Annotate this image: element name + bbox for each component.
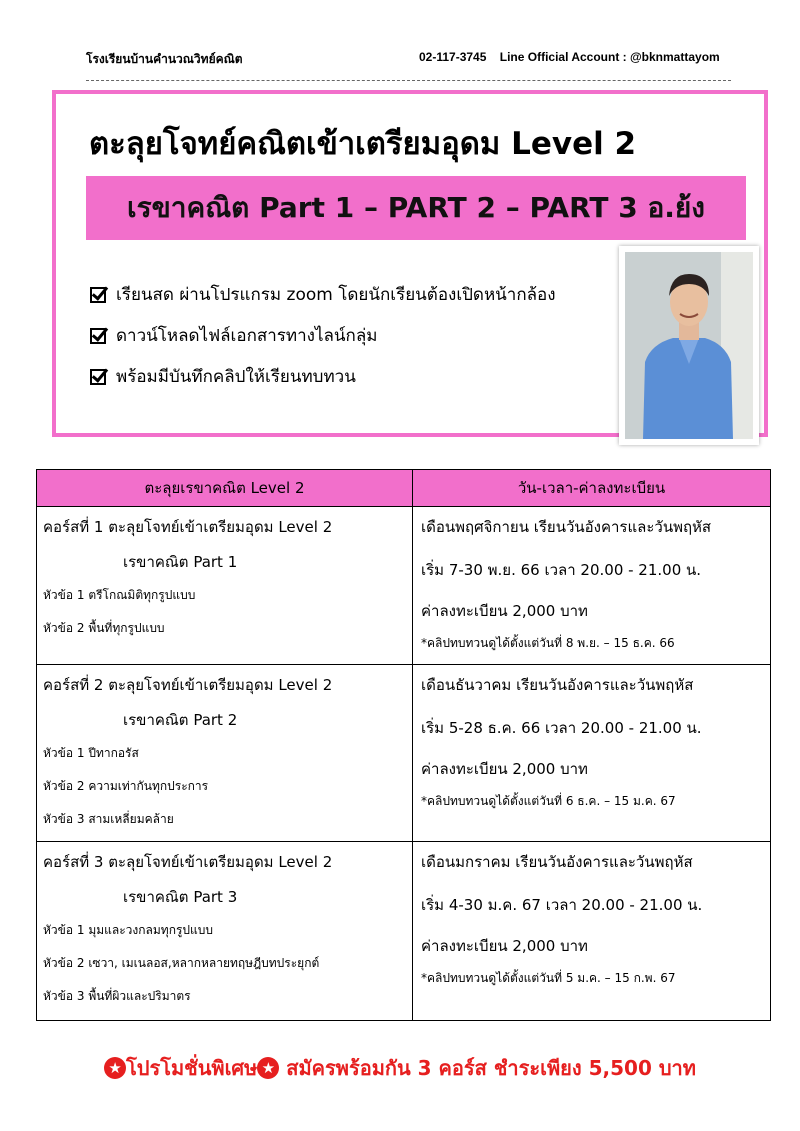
column-header-course: ตะลุยเรขาคณิต Level 2 xyxy=(37,470,413,507)
header-divider xyxy=(86,80,731,81)
phone-number: 02-117-3745 xyxy=(419,50,487,64)
feature-text: พร้อมมีบันทึกคลิปให้เรียนทบทวน xyxy=(116,367,356,387)
checkbox-checked-icon xyxy=(90,328,106,344)
course-topic: หัวข้อ 2 เซวา, เมเนลอส,หลากหลายทฤษฎีบทประยุกต์ xyxy=(43,956,320,970)
course-part: เรขาคณิต Part 2 xyxy=(123,711,238,729)
course-topic: หัวข้อ 2 ความเท่ากันทุกประการ xyxy=(43,779,209,793)
feature-item xyxy=(90,274,556,315)
course-part: เรขาคณิต Part 1 xyxy=(123,553,238,571)
contact-info xyxy=(419,50,730,64)
course-topic: หัวข้อ 2 พื้นที่ทุกรูปแบบ xyxy=(43,621,165,635)
feature-item xyxy=(90,315,556,356)
course-topic: หัวข้อ 3 พื้นที่ผิวและปริมาตร xyxy=(43,989,191,1003)
promotion-label: โปรโมชั่นพิเศษ xyxy=(126,1056,258,1080)
registration-fee: ค่าลงทะเบียน 2,000 บาท xyxy=(421,760,588,778)
course-cell xyxy=(37,842,413,1021)
course-part: เรขาคณิต Part 3 xyxy=(123,888,238,906)
star-icon: ★ xyxy=(257,1057,279,1079)
column-header-schedule: วัน-เวลา-ค่าลงทะเบียน xyxy=(413,470,771,507)
table-row xyxy=(37,665,771,842)
schedule-month: เดือนธันวาคม เรียนวันอังคารและวันพฤหัส xyxy=(421,676,694,694)
checkbox-checked-icon xyxy=(90,287,106,303)
schedule-cell xyxy=(413,665,771,842)
promotion-banner xyxy=(0,1052,800,1084)
course-title: คอร์สที่ 1 ตะลุยโจทย์เข้าเตรียมอุดม Level 2 xyxy=(43,518,333,536)
course-topic: หัวข้อ 3 สามเหลี่ยมคล้าย xyxy=(43,812,174,826)
feature-text: ดาวน์โหลดไฟล์เอกสารทางไลน์กลุ่ม xyxy=(116,326,378,346)
course-cell xyxy=(37,665,413,842)
hero-title: ตะลุยโจทย์คณิตเข้าเตรียมอุดม Level 2 xyxy=(89,126,637,162)
schedule-month: เดือนพฤศจิกายน เรียนวันอังคารและวันพฤหัส xyxy=(421,518,712,536)
registration-fee: ค่าลงทะเบียน 2,000 บาท xyxy=(421,602,588,620)
line-account: Line Official Account : @bknmattayom xyxy=(499,50,720,64)
hero-subtitle: เรขาคณิต Part 1 – PART 2 – PART 3 อ.ย้ง xyxy=(86,176,746,240)
schedule-month: เดือนมกราคม เรียนวันอังคารและวันพฤหัส xyxy=(421,853,693,871)
teacher-photo xyxy=(619,246,759,445)
course-topic: หัวข้อ 1 มุมและวงกลมทุกรูปแบบ xyxy=(43,923,214,937)
promotion-text: สมัครพร้อมกัน 3 คอร์ส ชำระเพียง 5,500 บาท xyxy=(286,1056,696,1080)
course-topic: หัวข้อ 1 ปีทาก​อรัส xyxy=(43,746,139,760)
course-title: คอร์สที่ 2 ตะลุยโจทย์เข้าเตรียมอุดม Level 2 xyxy=(43,676,333,694)
course-cell xyxy=(37,507,413,665)
course-title: คอร์สที่ 3 ตะลุยโจทย์เข้าเตรียมอุดม Level 2 xyxy=(43,853,333,871)
schedule-cell xyxy=(413,507,771,665)
clip-note: *คลิปทบทวนดูได้ตั้งแต่วันที่ 8 พ.ย. – 15 ธ.ค. 66 xyxy=(421,636,675,650)
clip-note: *คลิปทบทวนดูได้ตั้งแต่วันที่ 6 ธ.ค. – 15 ม.ค. 67 xyxy=(421,794,676,808)
feature-item xyxy=(90,356,556,397)
course-schedule-table xyxy=(36,469,771,1021)
table-row xyxy=(37,507,771,665)
hero-banner xyxy=(52,90,768,437)
schedule-time: เริ่ม 4-30 ม.ค. 67 เวลา 20.00 - 21.00 น. xyxy=(421,896,703,914)
schedule-time: เริ่ม 5-28 ธ.ค. 66 เวลา 20.00 - 21.00 น. xyxy=(421,719,702,737)
feature-text: เรียนสด ผ่านโปรแกรม zoom โดยนักเรียนต้องเปิดหน้ากล้อง xyxy=(116,285,556,305)
checkbox-checked-icon xyxy=(90,369,106,385)
course-topic: หัวข้อ 1 ตรีโกณมิติทุกรูปแบบ xyxy=(43,588,196,602)
star-icon: ★ xyxy=(104,1057,126,1079)
registration-fee: ค่าลงทะเบียน 2,000 บาท xyxy=(421,937,588,955)
teacher-photo-illustration xyxy=(625,252,753,439)
schedule-time: เริ่ม 7-30 พ.ย. 66 เวลา 20.00 - 21.00 น. xyxy=(421,561,702,579)
school-name: โรงเรียนบ้านคำนวณวิทย์คณิต xyxy=(86,52,243,66)
schedule-cell xyxy=(413,842,771,1021)
feature-list xyxy=(90,274,556,397)
table-row xyxy=(37,842,771,1021)
clip-note: *คลิปทบทวนดูได้ตั้งแต่วันที่ 5 ม.ค. – 15 ก.พ. 67 xyxy=(421,971,676,985)
